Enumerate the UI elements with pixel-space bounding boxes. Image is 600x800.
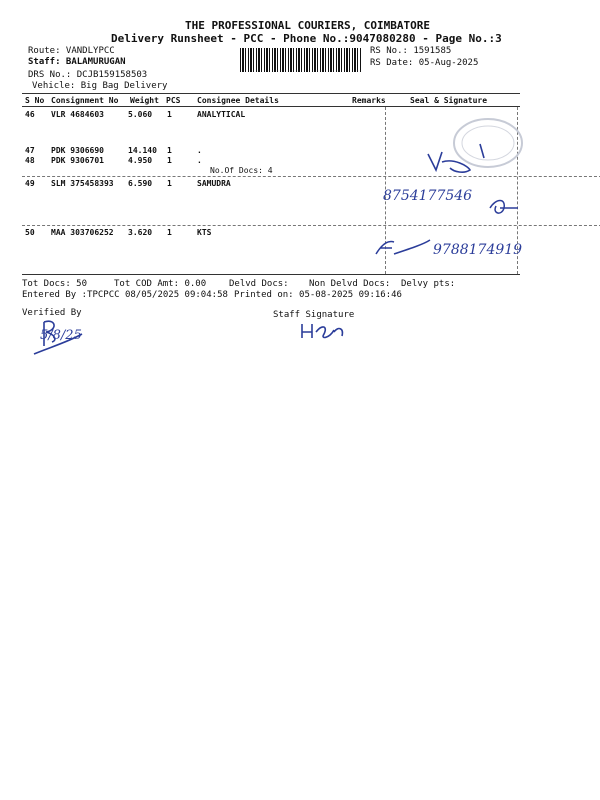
row-47-sno: 47 <box>25 146 35 155</box>
handwritten-phone-1: 8754177546 <box>383 188 473 204</box>
route-label: Route: VANDLYPCC <box>28 46 115 56</box>
row-46-sno: 46 <box>25 110 35 119</box>
row-50-weight: 3.620 <box>128 228 153 237</box>
row-48-consignment: PDK 9306701 <box>51 156 104 165</box>
col-consignee: Consignee Details <box>197 96 279 105</box>
row-47-consignment: PDK 9306690 <box>51 146 104 155</box>
table-bottom-rule <box>22 274 520 275</box>
barcode <box>240 48 362 72</box>
verified-date: 5/8/25 <box>40 328 82 343</box>
staff-signature <box>298 318 350 344</box>
row-46-consignee: ANALYTICAL <box>197 110 246 119</box>
row-50-pcs: 1 <box>167 228 172 237</box>
row-47-consignee: . <box>197 146 202 155</box>
signature-row-49 <box>486 196 522 218</box>
staff-signature-label: Staff Signature <box>273 310 355 320</box>
company-title: THE PROFESSIONAL COURIERS, COIMBATORE <box>185 19 431 32</box>
tot-docs: Tot Docs: 50 <box>22 279 88 289</box>
tot-cod-amt: Tot COD Amt: 0.00 <box>114 279 207 289</box>
row-46-consignment: VLR 4684603 <box>51 110 104 119</box>
non-delivered-docs: Non Delvd Docs: <box>309 279 391 289</box>
row-49-weight: 6.590 <box>128 179 153 188</box>
row-50-consignee: KTS <box>197 228 212 237</box>
entered-by: Entered By :TPCPCC 08/05/2025 09:04:58 <box>22 290 228 300</box>
row-49-pcs: 1 <box>167 179 172 188</box>
signature-row-47 <box>424 140 494 178</box>
table-header-rule <box>22 106 520 107</box>
col-pcs: PCS <box>166 96 181 105</box>
row-divider <box>22 225 600 226</box>
row-50-sno: 50 <box>25 228 35 237</box>
col-weight: Weight <box>130 96 159 105</box>
col-sno: S No <box>25 96 45 105</box>
delivered-docs: Delvd Docs: <box>229 279 289 289</box>
row-50-consignment: MAA 303706252 <box>51 228 114 237</box>
row-49-consignee: SAMUDRA <box>197 179 231 188</box>
no-of-docs: No.Of Docs: 4 <box>210 166 273 175</box>
row-divider <box>22 176 600 177</box>
col-seal-signature: Seal & Signature <box>410 96 488 105</box>
row-48-weight: 4.950 <box>128 156 153 165</box>
signature-row-50 <box>372 236 432 266</box>
table-top-rule <box>22 93 520 94</box>
verified-by-label: Verified By <box>22 308 82 318</box>
delivery-points: Delvy pts: <box>401 279 456 289</box>
row-47-pcs: 1 <box>167 146 172 155</box>
row-49-consignment: SLM 375458393 <box>51 179 114 188</box>
row-46-pcs: 1 <box>167 110 172 119</box>
col-remarks: Remarks <box>352 96 386 105</box>
row-48-consignee: . <box>197 156 202 165</box>
col-consignment: Consignment No <box>51 96 119 105</box>
printed-on: Printed on: 05-08-2025 09:16:46 <box>234 290 402 300</box>
rs-date: RS Date: 05-Aug-2025 <box>370 58 479 68</box>
row-48-pcs: 1 <box>167 156 172 165</box>
row-49-sno: 49 <box>25 179 35 188</box>
vehicle-label: Vehicle: Big Bag Delivery <box>32 81 168 91</box>
row-46-weight: 5.060 <box>128 110 153 119</box>
runsheet-subtitle: Delivery Runsheet - PCC - Phone No.:9047080280 - Page No.:3 <box>111 32 502 45</box>
row-48-sno: 48 <box>25 156 35 165</box>
staff-label: Staff: BALAMURUGAN <box>28 57 126 67</box>
rs-number: RS No.: 1591585 <box>370 46 452 56</box>
row-47-weight: 14.140 <box>128 146 157 155</box>
drs-label: DRS No.: DCJB159158503 <box>28 70 148 80</box>
handwritten-phone-2: 9788174919 <box>433 242 523 258</box>
